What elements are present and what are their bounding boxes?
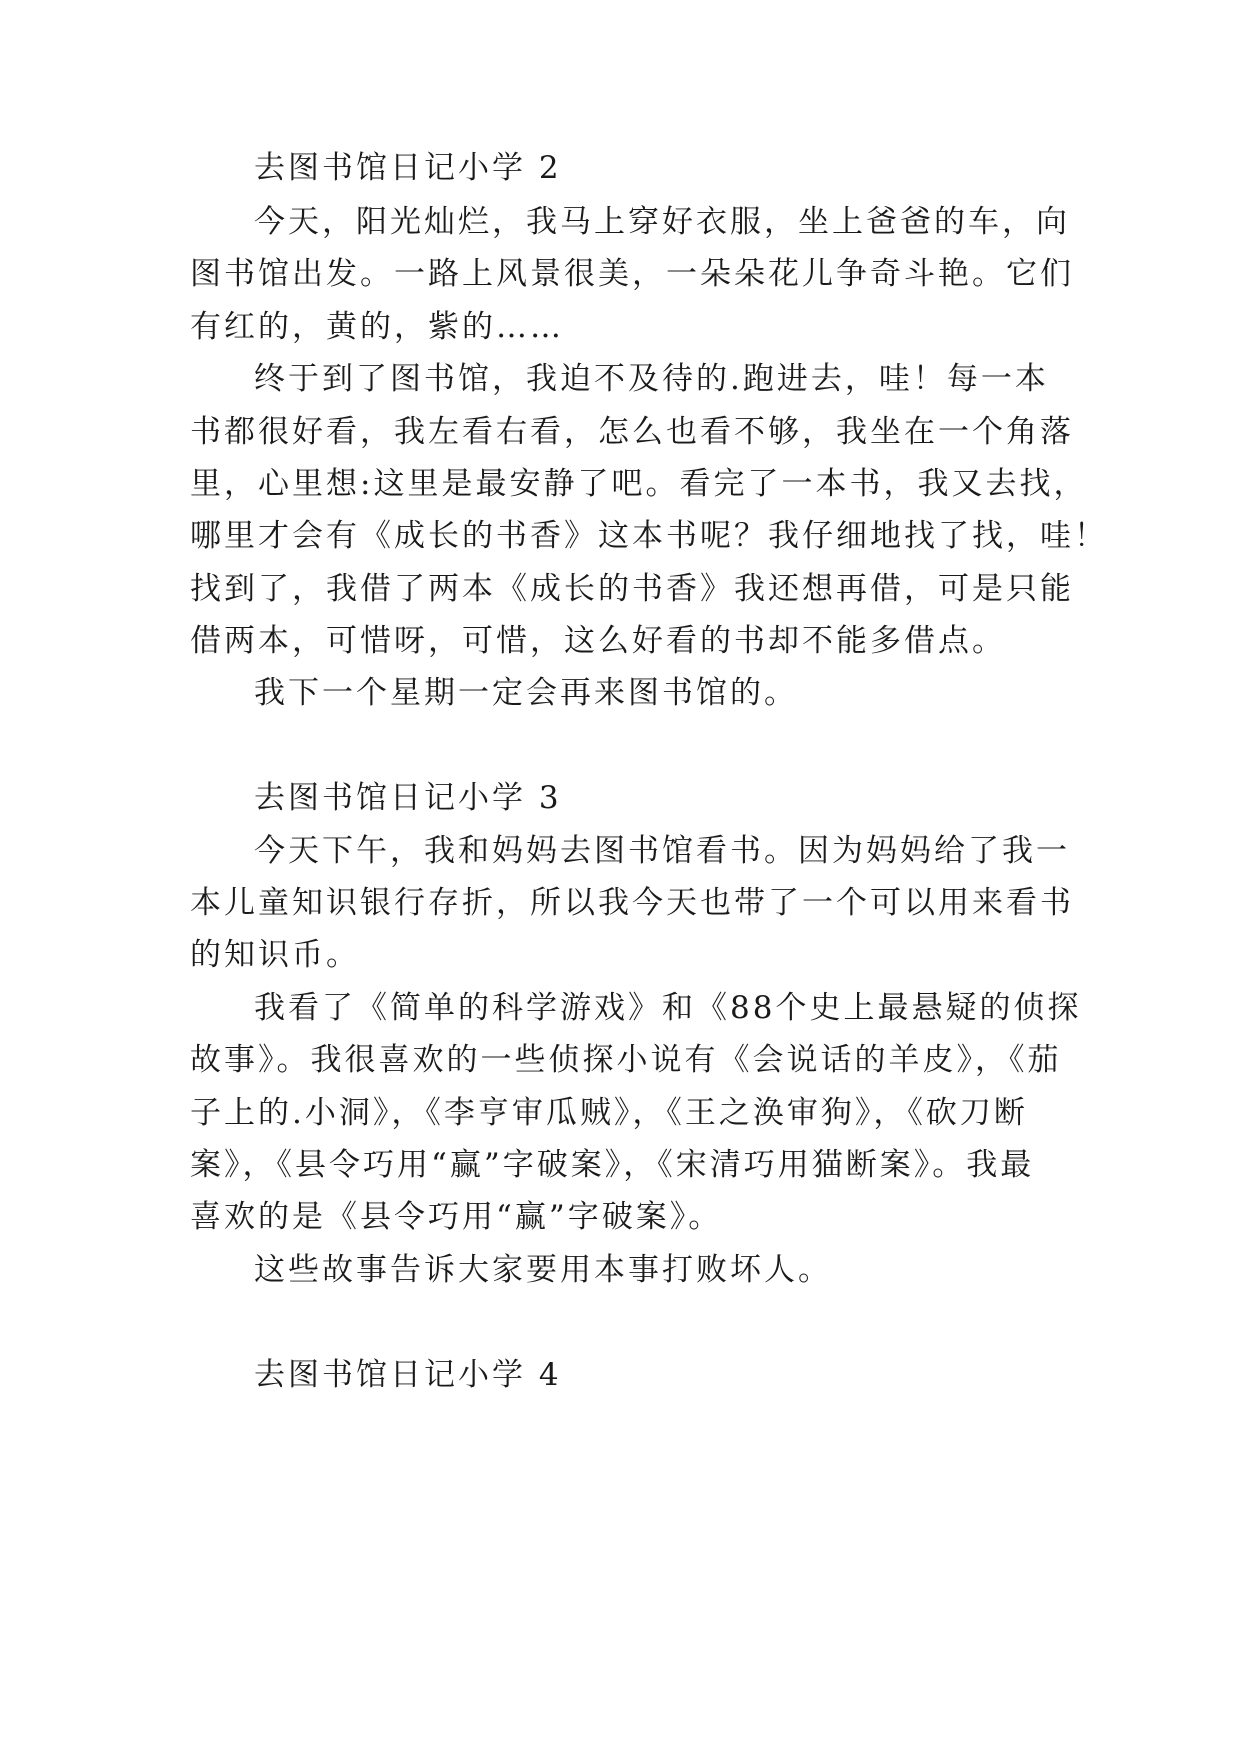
paragraph-line: 本儿童知识银行存折，所以我今天也带了一个可以用来看书 [190, 885, 1074, 921]
paragraph-line: 喜欢的是《县令巧用“赢”字破案》。 [190, 1199, 723, 1235]
paragraph-line: 这些故事告诉大家要用本事打败坏人。 [254, 1252, 832, 1288]
paragraph-line: 图书馆出发。一路上风景很美，一朵朵花儿争奇斗艳。它们 [190, 256, 1074, 292]
paragraph-line: 找到了，我借了两本《成长的书香》我还想再借，可是只能 [190, 571, 1074, 607]
section-title: 去图书馆日记小学 3 [254, 780, 562, 816]
paragraph-line: 借两本，可惜呀，可惜，这么好看的书却不能多借点。 [190, 623, 1006, 659]
paragraph-line: 今天下午，我和妈妈去图书馆看书。因为妈妈给了我一 [254, 833, 1070, 869]
paragraph-line: 我下一个星期一定会再来图书馆的。 [254, 675, 798, 711]
paragraph-line: 书都很好看，我左看右看，怎么也看不够，我坐在一个角落 [190, 414, 1074, 450]
section-title: 去图书馆日记小学 2 [254, 150, 562, 186]
paragraph-line: 哪里才会有《成长的书香》这本书呢？我仔细地找了找，哇！ [190, 518, 1108, 554]
paragraph-line: 故事》。我很喜欢的一些侦探小说有《会说话的羊皮》，《茄 [190, 1042, 1062, 1078]
paragraph-line: 有红的，黄的，紫的…… [190, 309, 564, 345]
paragraph-line: 子上的.小洞》，《李亨审瓜贼》，《王之涣审狗》，《砍刀断 [190, 1095, 1028, 1131]
paragraph-line: 我看了《简单的科学游戏》和《88个史上最悬疑的侦探 [254, 990, 1082, 1026]
paragraph-line: 的知识币。 [190, 937, 360, 973]
paragraph-line: 案》，《县令巧用“赢”字破案》，《宋清巧用猫断案》。我最 [190, 1147, 1035, 1183]
paragraph-line: 里，心里想:这里是最安静了吧。看完了一本书，我又去找， [190, 466, 1088, 502]
paragraph-line: 今天，阳光灿烂，我马上穿好衣服，坐上爸爸的车，向 [254, 204, 1070, 240]
paragraph-line: 终于到了图书馆，我迫不及待的.跑进去，哇！每一本 [254, 361, 1049, 397]
section-title: 去图书馆日记小学 4 [254, 1357, 562, 1393]
